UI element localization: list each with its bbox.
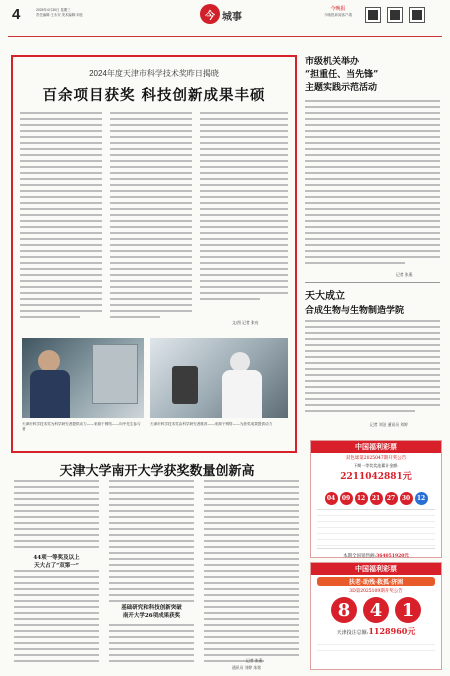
lottery2-sales-label: 天津投注总额: xyxy=(336,630,369,636)
date-line: 2025年4月30日 星期三 xyxy=(36,8,71,12)
right-mid-title-line2: 合成生物与生物制造学院 xyxy=(305,306,405,316)
main-kicker: 2024年度天津市科学技术奖昨日揭晓 xyxy=(89,69,219,78)
main-headline: 百余项目获奖 科技创新成果丰硕 xyxy=(42,87,266,104)
qr-code-icon xyxy=(366,8,380,22)
section-title: 城事 xyxy=(222,12,242,23)
main-byline: 文/图 记者 张亮 xyxy=(232,320,259,325)
right-top-title xyxy=(305,56,440,95)
lottery1-draw: 双色球第2025047期开奖公告 xyxy=(345,456,407,461)
lottery1-sales-label: 本期全国销售额: xyxy=(343,554,377,559)
right-mid-title-line1: 天大成立 xyxy=(305,291,345,302)
brand-name: 今晚报 xyxy=(330,6,346,12)
qr-code-icon xyxy=(388,8,402,22)
lottery1-prize-table xyxy=(317,509,435,549)
bottom-byline-2: 通讯员 刘婷 朱铭 xyxy=(232,665,261,670)
bottom-subhead-1-line1: 44项一等奖及以上 xyxy=(33,555,80,561)
red-ball: 30 xyxy=(400,492,413,505)
lottery-ad-3d xyxy=(310,562,442,670)
big-number-ball: 1 xyxy=(395,597,421,623)
right-top-body xyxy=(305,100,440,270)
right-top-title-line2: “担重任、当先锋” xyxy=(305,70,379,80)
red-ball: 09 xyxy=(340,492,353,505)
qr-code-icon xyxy=(410,8,424,22)
red-ball: 04 xyxy=(325,492,338,505)
header-meta xyxy=(36,8,83,17)
right-top-title-line1: 市级机关举办 xyxy=(305,57,360,67)
main-body-text xyxy=(20,112,290,327)
lottery-ad-shuangseqiu xyxy=(310,440,442,558)
bottom-body xyxy=(14,480,302,670)
bottom-headline: 天津大学南开大学获奖数量创新高 xyxy=(59,464,255,479)
caption-right: 天津市科学技术奖由科学研究者推荐——来源于网络——为获奖成果提供动力 xyxy=(150,422,273,426)
lottery1-jackpot: 2211042881元 xyxy=(340,472,412,482)
lottery2-sales xyxy=(311,626,441,637)
lottery1-brand: 中国福利彩票 xyxy=(311,441,441,453)
photo-researcher-lab xyxy=(22,338,144,418)
lottery2-draw: 3D第2025109期开奖公告 xyxy=(349,589,403,594)
bottom-subhead-2-line1: 基础研究和科技创新突破 xyxy=(121,605,182,611)
right-mid-body xyxy=(305,320,440,420)
bottom-subhead-2-line2: 南开大学26项成果获奖 xyxy=(122,613,181,619)
red-ball: 27 xyxy=(385,492,398,505)
lottery1-jackpot-label: 下期一等奖奖池累计金额: xyxy=(353,463,399,468)
right-top-title-line3: 主题实践示范活动 xyxy=(305,83,378,93)
photo-lab-microscope xyxy=(150,338,288,418)
right-mid-title xyxy=(305,290,440,316)
bottom-subhead-2 xyxy=(109,602,194,620)
bottom-byline: 记者 张燕 xyxy=(246,658,263,663)
brand-sub: 今晚报新闻客户端 xyxy=(324,13,352,17)
right-top-byline: 记者 张燕 xyxy=(396,272,413,277)
lottery2-slogan: 扶老·助残·救孤·济困 xyxy=(317,577,435,586)
divider xyxy=(305,282,440,283)
lottery2-numbers xyxy=(311,597,441,623)
caption-left: 天津市科学技术奖为科学研究者提供动力——来源于网络——向中先生参与者 xyxy=(22,422,141,431)
editor-line: 责任编辑:王永安 美术编辑:刘佳 xyxy=(36,12,83,17)
lottery2-sales-value: 1128960元 xyxy=(368,626,416,636)
lottery1-balls xyxy=(311,485,441,505)
page-number: 4 xyxy=(12,6,21,23)
lottery2-brand: 中国福利彩票 xyxy=(311,563,441,575)
header-rule xyxy=(8,36,442,37)
bottom-subhead-1 xyxy=(14,552,99,570)
big-number-ball: 4 xyxy=(363,597,389,623)
big-number-ball: 8 xyxy=(331,597,357,623)
bottom-subhead-1-line2: 天大占了“双第一” xyxy=(34,563,79,569)
red-ball: 21 xyxy=(370,492,383,505)
brand xyxy=(318,6,358,18)
lottery1-sales-value: 364051920元 xyxy=(376,554,409,559)
right-mid-byline: 记者 刘洁 通讯员 刘婷 xyxy=(370,422,408,427)
lottery2-prize-table xyxy=(317,639,435,655)
section-logo: 今 xyxy=(200,4,220,24)
lottery1-sales xyxy=(311,553,441,559)
blue-ball: 12 xyxy=(415,492,428,505)
red-ball: 12 xyxy=(355,492,368,505)
